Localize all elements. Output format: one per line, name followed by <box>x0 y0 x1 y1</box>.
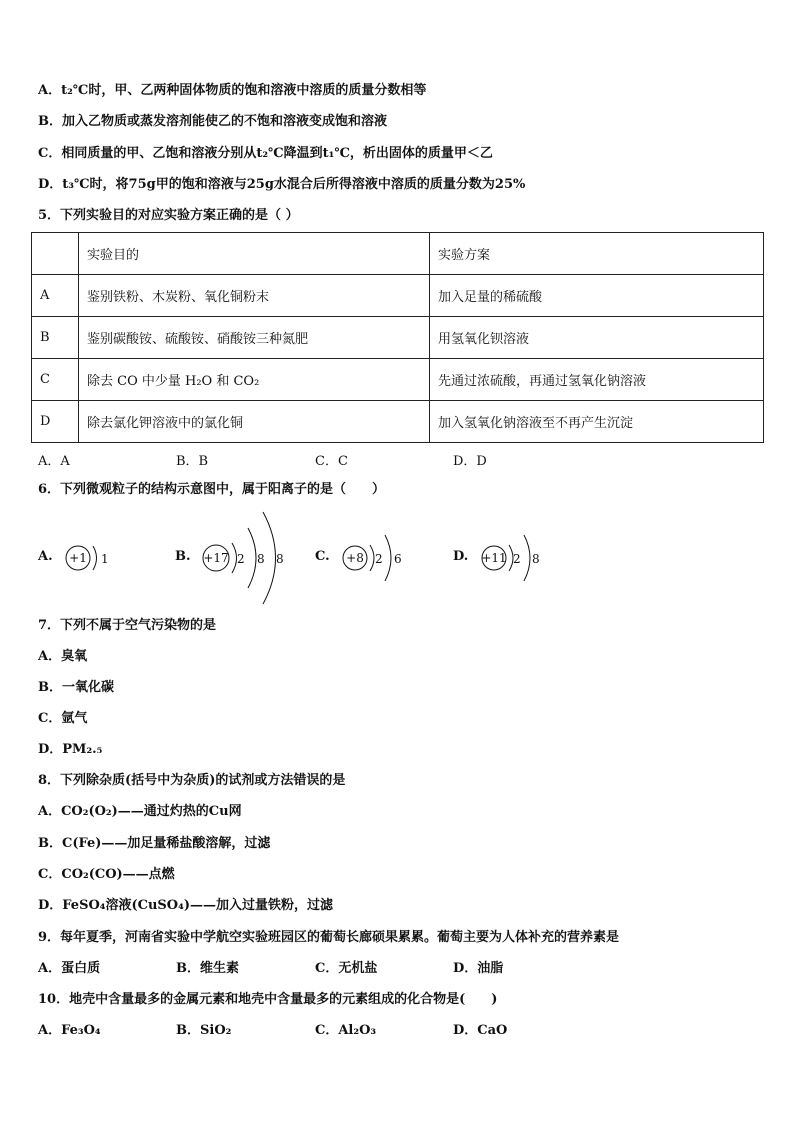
q6-stem: 6．下列微观粒子的结构示意图中，属于阳离子的是（ ） <box>38 482 386 497</box>
q9-option-b: B．维生素 <box>176 961 239 976</box>
q8-option-a: A．CO₂(O₂)——通过灼热的Cu网 <box>38 804 242 819</box>
row-goal: 鉴别铁粉、木炭粉、氧化铜粉末 <box>79 275 430 317</box>
shell-count: 2 <box>237 552 245 566</box>
q10-stem: 10．地壳中含量最多的金属元素和地壳中含量最多的元素组成的化合物是( ) <box>38 992 498 1007</box>
q9-option-a: A．蛋白质 <box>38 961 101 976</box>
table-header-row <box>32 233 764 275</box>
q5-option-a: A．A <box>38 454 70 469</box>
q7-option-d: D．PM₂.₅ <box>38 742 103 757</box>
row-goal: 鉴别碳酸铵、硫酸铵、硝酸铵三种氮肥 <box>79 317 430 359</box>
shell-count: 8 <box>276 552 284 566</box>
shell-count: 8 <box>257 552 265 566</box>
q7-stem: 7．下列不属于空气污染物的是 <box>38 618 217 633</box>
q7-option-c: C．氩气 <box>38 711 88 726</box>
nucleus-charge: +11 <box>481 551 507 565</box>
row-plan: 先通过浓硫酸，再通过氢氧化钠溶液 <box>430 359 764 401</box>
q5-option-b: B．B <box>176 454 209 469</box>
nucleus-charge: +8 <box>346 551 364 565</box>
atom-b-diagram <box>196 510 296 606</box>
table-header-goal: 实验目的 <box>79 233 430 275</box>
q4-option-b: B．加入乙物质或蒸发溶剂能使乙的不饱和溶液变成饱和溶液 <box>38 114 387 129</box>
q10-option-d: D．CaO <box>453 1023 508 1038</box>
q8-stem: 8．下列除杂质(括号中为杂质)的试剂或方法错误的是 <box>38 773 346 788</box>
table-cell <box>32 233 79 275</box>
table-header-plan: 实验方案 <box>430 233 764 275</box>
electron-shell <box>263 512 276 604</box>
shell-count: 6 <box>394 552 402 566</box>
atom-c-diagram <box>337 510 417 606</box>
row-goal: 除去 CO 中少量 H₂O 和 CO₂ <box>79 359 430 401</box>
shell-count: 2 <box>375 552 383 566</box>
q8-option-d: D．FeSO₄溶液(CuSO₄)——加入过量铁粉，过滤 <box>38 898 333 913</box>
electron-shell <box>370 545 374 571</box>
q5-option-d: D．D <box>453 454 487 469</box>
electron-shell <box>248 528 256 588</box>
row-label: D <box>32 401 79 443</box>
q8-option-c: C．CO₂(CO)——点燃 <box>38 867 175 882</box>
table-row <box>32 401 764 443</box>
q5-option-c: C．C <box>315 454 348 469</box>
nucleus-charge: +1 <box>69 551 87 565</box>
table-row <box>32 275 764 317</box>
atom-a-label: A. <box>38 549 53 564</box>
atom-a-diagram <box>60 510 120 606</box>
shell-count: 2 <box>513 552 521 566</box>
q10-option-a: A．Fe₃O₄ <box>38 1023 101 1038</box>
q4-option-c: C．相同质量的甲、乙饱和溶液分别从t₂℃降温到t₁℃，析出固体的质量甲＜乙 <box>38 146 493 161</box>
row-plan: 加入氢氧化钠溶液至不再产生沉淀 <box>430 401 764 443</box>
nucleus-charge: +17 <box>203 551 229 565</box>
shell-count: 1 <box>101 552 109 566</box>
row-goal: 除去氯化钾溶液中的氯化铜 <box>79 401 430 443</box>
electron-shell <box>232 543 237 573</box>
table-row <box>32 359 764 401</box>
atom-c-label: C. <box>315 549 330 564</box>
row-plan: 加入足量的稀硫酸 <box>430 275 764 317</box>
row-plan: 用氢氧化钡溶液 <box>430 317 764 359</box>
q5-stem: 5．下列实验目的对应实验方案正确的是（ ） <box>38 208 299 223</box>
q7-option-b: B．一氧化碳 <box>38 680 114 695</box>
q5-table <box>31 232 764 443</box>
q10-option-b: B．SiO₂ <box>176 1023 232 1038</box>
q7-option-a: A．臭氧 <box>38 649 88 664</box>
q9-option-d: D．油脂 <box>453 961 504 976</box>
shell-count: 8 <box>532 552 540 566</box>
q4-option-a: A．t₂℃时，甲、乙两种固体物质的饱和溶液中溶质的质量分数相等 <box>38 83 427 98</box>
row-label: C <box>32 359 79 401</box>
q9-stem: 9．每年夏季，河南省实验中学航空实验班园区的葡萄长廊硕果累累。葡萄主要为人体补充的营养素是 <box>38 930 620 945</box>
row-label: B <box>32 317 79 359</box>
table-row <box>32 317 764 359</box>
row-label: A <box>32 275 79 317</box>
atom-d-diagram <box>476 510 556 606</box>
electron-shell <box>524 535 530 581</box>
q4-option-d: D．t₃℃时，将75g甲的饱和溶液与25g水混合后所得溶液中溶质的质量分数为25% <box>38 177 526 192</box>
q10-option-c: C．Al₂O₃ <box>315 1023 377 1038</box>
atom-b-label: B. <box>175 549 191 564</box>
atom-d-label: D. <box>453 549 469 564</box>
q8-option-b: B．C(Fe)——加足量稀盐酸溶解，过滤 <box>38 836 271 851</box>
electron-shell <box>93 546 97 570</box>
electron-shell <box>385 535 391 581</box>
q9-option-c: C．无机盐 <box>315 961 378 976</box>
